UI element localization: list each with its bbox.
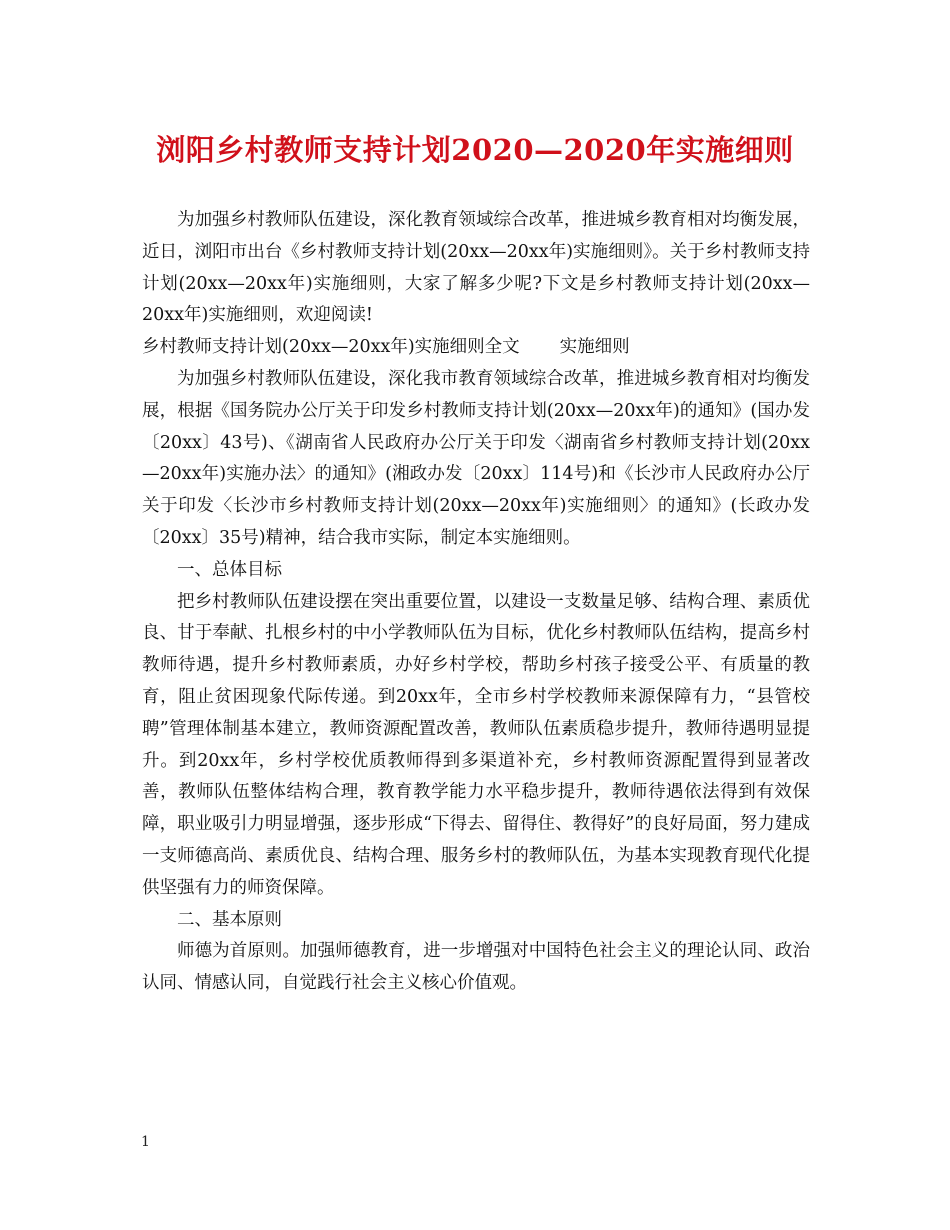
subheading-right: 实施细则 <box>559 337 630 358</box>
intro-paragraph: 为加强乡村教师队伍建设，深化教育领域综合改革，推进城乡教育相对均衡发展，近日，浏阳市出台《乡村教师支持计划(20xx—20xx年)实施细则》。关于乡村教师支持计划(20xx—20xx年)实施细则，大家了解多少呢?下文是乡村教师支持计划(20xx—20xx年)实施细则，欢迎阅读! <box>142 210 810 326</box>
basis-paragraph: 为加强乡村教师队伍建设，深化我市教育领域综合改革，推进城乡教育相对均衡发展，根据《国务院办公厅关于印发乡村教师支持计划(20xx—20xx年)的通知》(国办发〔20xx〕43号)、《湖南省人民政府办公厅关于印发〈湖南省乡村教师支持计划(20xx—20xx年)实施办法〉的通知》(湘政办发〔20xx〕114号)和《长沙市人民政府办公厅关于印发〈长沙市乡村教师支持计划(20xx—20xx年)实施细则〉的通知》(长政办发〔20xx〕35号)精神，结合我市实际，制定本实施细则。 <box>142 368 810 548</box>
section-1-heading: 一、总体目标 <box>177 559 282 580</box>
section-2-heading: 二、基本原则 <box>177 909 282 930</box>
section-1-body: 把乡村教师队伍建设摆在突出重要位置，以建设一支数量足够、结构合理、素质优良、甘于奉献、扎根乡村的中小学教师队伍为目标，优化乡村教师队伍结构，提高乡村教师待遇，提升乡村教师素质，办好乡村学校，帮助乡村孩子接受公平、有质量的教育，阻止贫困现象代际传递。到20xx年，全市乡村学校教师来源保障有力，“县管校聘”管理体制基本建立，教师资源配置改善，教师队伍素质稳步提升，教师待遇明显提升。到20xx年，乡村学校优质教师得到多渠道补充，乡村教师资源配置得到显著改善，教师队伍整体结构合理，教育教学能力水平稳步提升，教师待遇依法得到有效保障，职业吸引力明显增强，逐步形成“下得去、留得住、教得好”的良好局面，努力建成一支师德高尚、素质优良、结构合理、服务乡村的教师队伍，为基本实现教育现代化提供坚强有力的师资保障。 <box>142 591 810 898</box>
subheading-line <box>142 332 810 364</box>
document-body <box>142 205 810 1000</box>
page-number: 1 <box>141 1134 150 1150</box>
section-2-body: 师德为首原则。加强师德教育，进一步增强对中国特色社会主义的理论认同、政治认同、情感认同，自觉践行社会主义核心价值观。 <box>142 941 810 994</box>
subheading-left: 乡村教师支持计划(20xx—20xx年)实施细则全文 <box>142 337 520 358</box>
document-title: 浏阳乡村教师支持计划2020—2020年实施细则 <box>156 133 794 167</box>
